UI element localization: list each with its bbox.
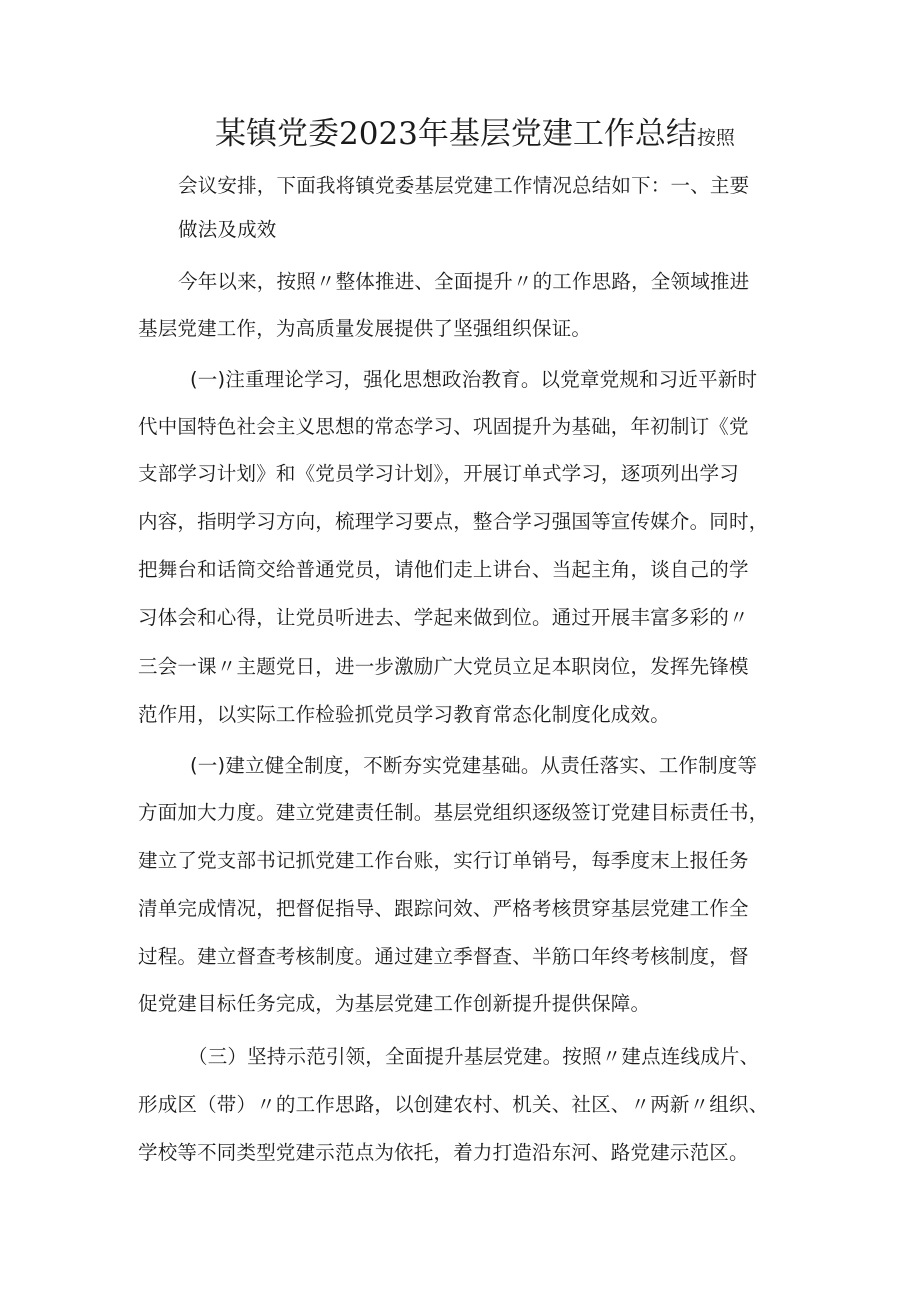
text-line: 做法及成效 [178,218,277,241]
text-line: 习体会和心得，让党员听进去、学起来做到位。通过开展丰富多彩的〃 [138,606,749,629]
text-line: 促党建目标任务完成，为基层党建工作创新提升提供保障。 [138,992,651,1015]
text-line: 方面加大力度。建立党建责任制。基层党组织逐级签订党建目标责任书， [138,801,769,824]
title-main: 某镇党委2023年基层党建工作总结 [215,116,697,152]
document-title [215,112,735,160]
paragraph-first-line: 今年以来，按照〃整体推进、全面提升〃的工作思路，全领域推进 [178,270,750,293]
text-line: 范作用，以实际工作检验抓党员学习教育常态化制度化成效。 [138,703,670,726]
paragraph-first-line: (一)建立健全制度，不断夯实党建基础。从责任落实、工作制度等 [190,754,758,777]
text-line: 形成区（带）〃的工作思路，以创建农村、机关、社区、〃两新〃组织、 [138,1093,769,1116]
text-line: 三会一课〃主题党日，进一步激励广大党员立足本职岗位，发挥先锋模 [138,655,749,678]
text-line: 基层党建工作，为高质量发展提供了坚强组织保证。 [138,317,592,340]
text-line: 把舞台和话筒交给普通党员，请他们走上讲台、当起主角，谈自己的学 [138,558,749,581]
paragraph-first-line: （三）坚持示范引领，全面提升基层党建。按照〃建点连线成片、 [188,1045,760,1068]
text-line: 代中国特色社会主义思想的常态学习、巩固提升为基础，年初制订《党 [138,415,749,438]
text-line: 过程。建立督查考核制度。通过建立季督查、半筋口年终考核制度，督 [138,945,749,968]
text-line: 内容，指明学习方向，梳理学习要点，整合学习强国等宣传媒介。同时， [138,510,769,533]
text-line: 支部学习计划》和《党员学习计划》，开展订单式学习，逐项列出学习 [138,462,739,485]
text-line: 建立了党支部书记抓党建工作台账，实行订单销号，每季度末上报任务 [138,849,749,872]
text-line: 清单完成情况，把督促指导、跟踪问效、严格考核贯穿基层党建工作全 [138,897,749,920]
text-line: 学校等不同类型党建示范点为依托，着力打造沿东河、路党建示范区。 [138,1141,749,1164]
title-tail: 按照 [696,127,735,149]
text-line: 会议安排，下面我将镇党委基层党建工作情况总结如下：一、主要 [178,174,750,197]
paragraph-first-line: (一)注重理论学习，强化思想政治教育。以党章党规和习近平新时 [190,368,758,391]
